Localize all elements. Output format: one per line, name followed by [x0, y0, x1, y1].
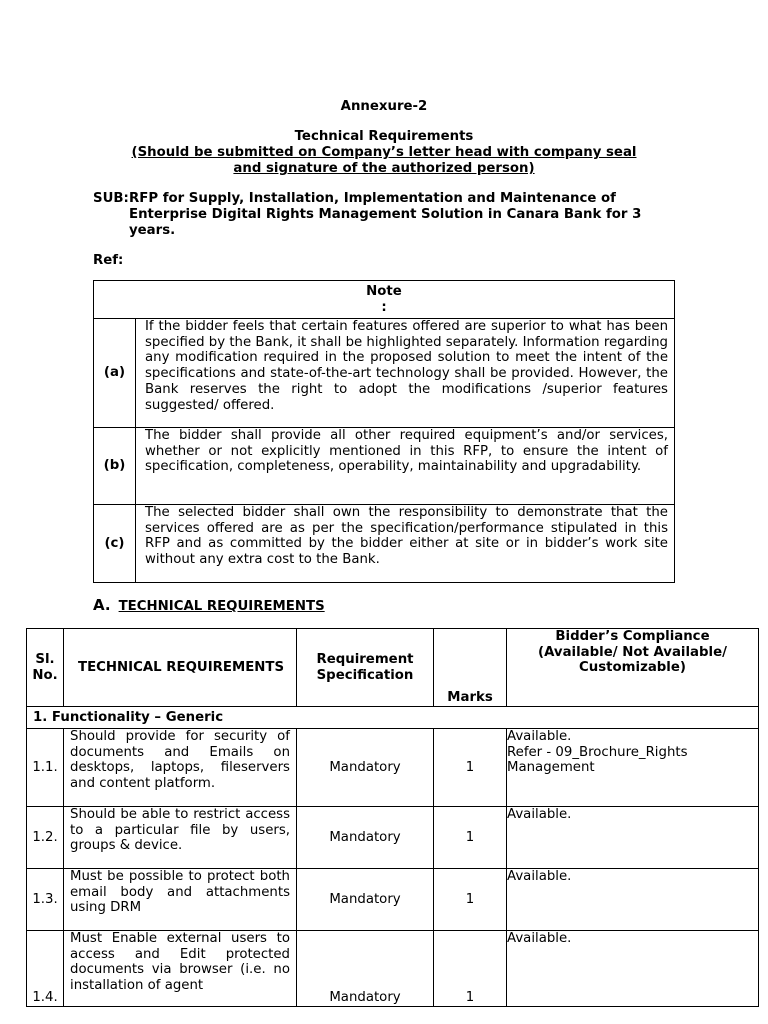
subject-text-line1: RFP for Supply, Installation, Implementation and Maintenance of — [129, 191, 616, 206]
compliance-line1: Available. — [507, 807, 572, 822]
technical-requirements-table — [26, 628, 759, 1007]
row-spec: Mandatory — [297, 931, 434, 1007]
section-a-letter: A. — [93, 596, 111, 614]
row-sl: 1.3. — [27, 869, 64, 931]
row-sl: 1.4. — [27, 931, 64, 1007]
compliance-line1: Available. — [507, 729, 572, 744]
table-row — [27, 807, 759, 869]
row-sl: 1.2. — [27, 807, 64, 869]
submission-instruction-line1: (Should be submitted on Company’s letter head with company seal — [131, 145, 637, 160]
note-label-b: (b) — [94, 428, 136, 505]
subject-text-line2: Enterprise Digital Rights Management Solution in Canara Bank for 3 — [129, 207, 642, 222]
row-marks: 1 — [434, 729, 507, 807]
row-compliance — [507, 729, 759, 807]
note-table — [93, 280, 675, 583]
row-spec: Mandatory — [297, 807, 434, 869]
row-requirement: Must be possible to protect both email body and attachments using DRM — [64, 869, 297, 931]
group-functionality-generic: 1. Functionality – Generic — [27, 707, 759, 729]
compliance-line1: Available. — [507, 869, 572, 884]
row-spec: Mandatory — [297, 729, 434, 807]
table-row — [27, 869, 759, 931]
section-a-title: TECHNICAL REQUIREMENTS — [118, 599, 325, 614]
instruction-line2-part2: the authorized person) — [362, 161, 535, 176]
row-compliance — [507, 931, 759, 1007]
note-text-b: The bidder shall provide all other required equipment’s and/or services, whether or not explicitly mentioned in this RFP, to ensure the intent of specification, completeness, operability, maintainability and upgradability. — [136, 428, 675, 505]
submission-instruction-line2 — [0, 161, 768, 176]
header-sl-no: Sl. No. — [27, 629, 64, 707]
row-requirement: Should provide for security of documents and Emails on desktops, laptops, fileservers and content platform. — [64, 729, 297, 807]
row-marks: 1 — [434, 869, 507, 931]
row-marks: 1 — [434, 807, 507, 869]
note-text-a: If the bidder feels that certain features offered are superior to what has been specified by the Bank, it shall be highlighted separately. Information regarding any modification required in the proposed solution to meet the intent of the specifications and state-of-the-art technology shall be provided. However, the Bank reserves the right to adopt the modifications /superior features suggested/ offered. — [136, 319, 675, 428]
subject-block — [93, 191, 678, 239]
note-text-c: The selected bidder shall own the responsibility to demonstrate that the services offered are as per the specification/performance stipulated in this RFP and as committed by the bidder either at site or in bidder’s work site without any extra cost to the Bank. — [136, 505, 675, 583]
note-label-a: (a) — [94, 319, 136, 428]
annexure-title: Annexure-2 — [340, 99, 428, 114]
note-title-colon: : — [381, 299, 387, 315]
header-technical-requirements: TECHNICAL REQUIREMENTS — [64, 629, 297, 707]
subject-label: SUB: — [93, 191, 129, 206]
row-sl: 1.1. — [27, 729, 64, 807]
compliance-line1: Available. — [507, 931, 572, 946]
row-spec: Mandatory — [297, 869, 434, 931]
row-marks: 1 — [434, 931, 507, 1007]
section-a-heading — [93, 596, 325, 614]
subject-text-line3: years. — [129, 223, 176, 238]
note-label-c: (c) — [94, 505, 136, 583]
row-requirement: Should be able to restrict access to a particular file by users, groups & device. — [64, 807, 297, 869]
instruction-line2-part1: and signature of — [233, 161, 362, 176]
reference-label: Ref: — [93, 253, 124, 268]
table-row — [27, 729, 759, 807]
compliance-line2: Refer - 09_Brochure_Rights Management — [507, 744, 688, 776]
row-requirement: Must Enable external users to access and Edit protected documents via browser (i.e. no installation of agent — [64, 931, 297, 1007]
header-marks: Marks — [434, 629, 507, 707]
row-compliance — [507, 807, 759, 869]
note-title: Note — [366, 283, 402, 299]
table-row — [27, 931, 759, 1007]
header-requirement-specification: Requirement Specification — [297, 629, 434, 707]
note-header-cell — [94, 281, 675, 319]
row-compliance — [507, 869, 759, 931]
technical-requirements-title: Technical Requirements — [294, 129, 474, 144]
header-bidder-compliance: Bidder’s Compliance (Available/ Not Available/ Customizable) — [507, 629, 759, 707]
